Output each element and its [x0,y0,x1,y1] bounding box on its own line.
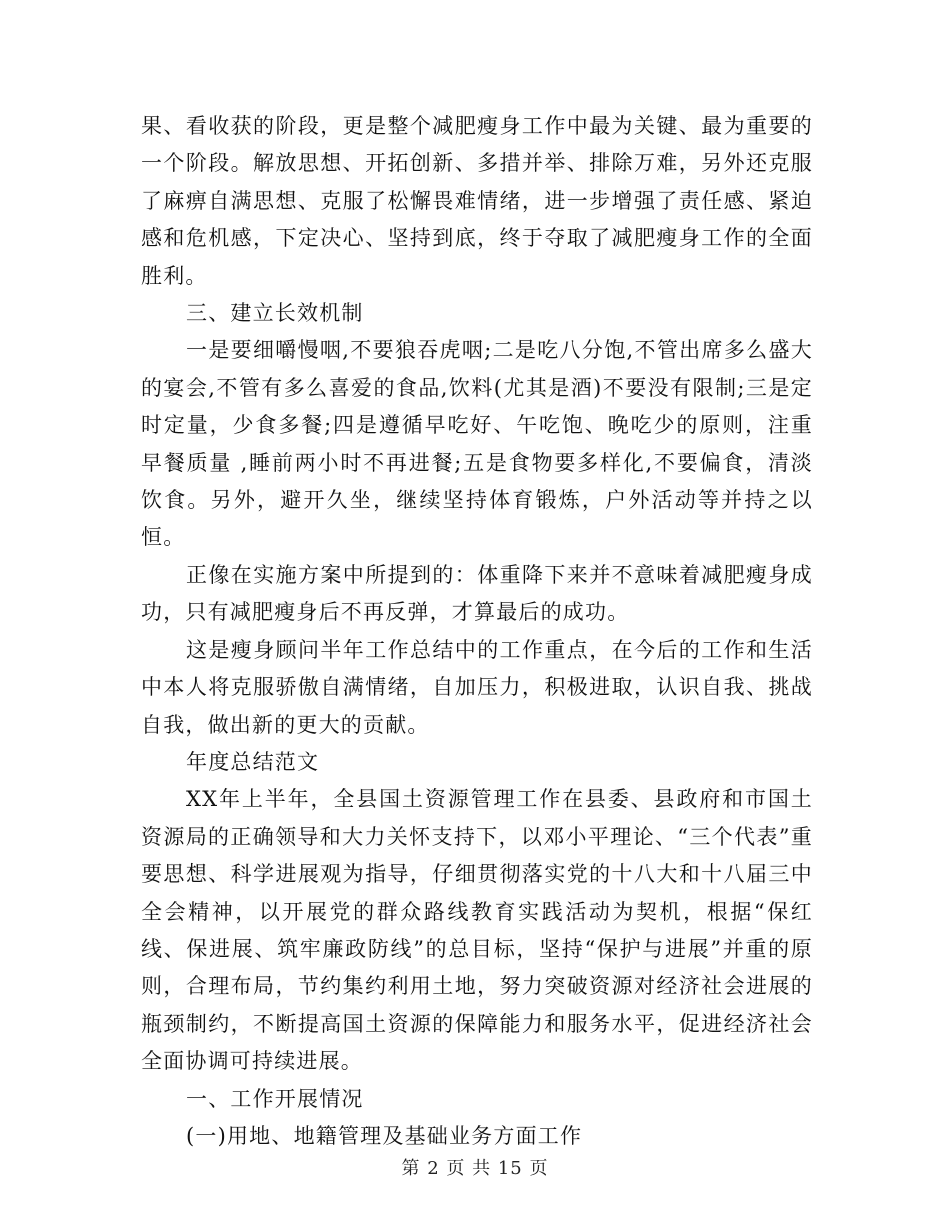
paragraph: XX年上半年，全县国土资源管理工作在县委、县政府和市国土资源局的正确领导和大力关怀支持下，以邓小平理论、“三个代表”重要思想、科学进展观为指导，仔细贯彻落实党的十八大和十八届三中全会精神，以开展党的群众路线教育实践活动为契机，根据“保红线、保进展、筑牢廉政防线”的总目标，坚持“保护与进展”并重的原则，合理布局，节约集约利用土地，努力突破资源对经济社会进展的瓶颈制约，不断提高国土资源的保障能力和服务水平，促进经济社会全面协调可持续进展。 [141,787,813,1074]
section-heading: 三、建立长效机制 [186,301,364,326]
paragraph: 一是要细嚼慢咽,不要狼吞虎咽;二是吃八分饱,不管出席多么盛大的宴会,不管有多么喜爱的食品,饮料(尤其是酒)不要没有限制;三是定时定量，少食多餐;四是遵循早吃好、午吃饱、晚吃少的原则，注重早餐质量 ,睡前两小时不再进餐;五是食物要多样化,不要偏食，清淡饮食。另外，避开久坐，继续坚持体育锻炼，户外活动等并持之以恒。 [141,338,813,550]
subsection-heading: (一)用地、地籍管理及基础业务方面工作 [186,1123,583,1148]
paragraph: 这是瘦身顾问半年工作总结中的工作重点，在今后的工作和生活中本人将克服骄傲自满情绪，自加压力，积极进取，认识自我、挑战自我，做出新的更大的贡献。 [141,637,813,737]
paragraph: 正像在实施方案中所提到的：体重降下来并不意味着减肥瘦身成功，只有减肥瘦身后不再反弹，才算最后的成功。 [141,562,813,625]
document-body [141,108,813,1155]
page-number-footer: 第 2 页 共 15 页 [401,1158,549,1179]
section-heading: 年度总结范文 [186,749,320,774]
paragraph: 果、看收获的阶段，更是整个减肥瘦身工作中最为关键、最为重要的一个阶段。解放思想、开拓创新、多措并举、排除万难，另外还克服了麻痹自满思想、克服了松懈畏难情绪，进一步增强了责任感、紧迫感和危机感，下定决心、坚持到底，终于夺取了减肥瘦身工作的全面胜利。 [141,114,813,288]
section-heading: 一、工作开展情况 [186,1086,364,1111]
